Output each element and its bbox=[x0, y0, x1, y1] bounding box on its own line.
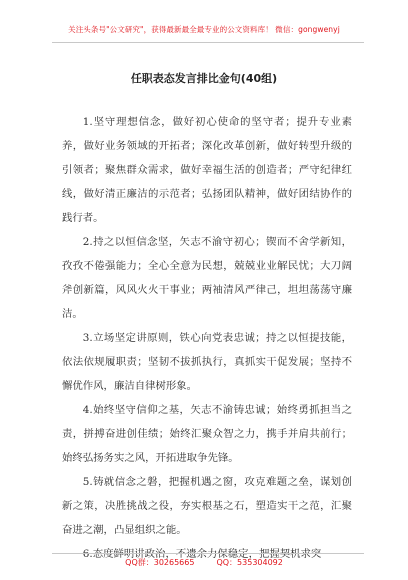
header-note: 关注头条号"公文研究"，获得最新最全最专业的公文资料库！ 微信：gongwenyj bbox=[68, 25, 340, 34]
paragraph-2: 2.持之以恒信念坚，矢志不渝守初心；锲而不舍学新知，孜孜不倦强能力；全心全意为民想，兢兢业业解民忧；大刀阔斧创新篇，风风火火干事业；两袖清风严律己，坦坦荡荡守廉洁。 bbox=[62, 236, 352, 320]
footer-divider bbox=[52, 553, 364, 554]
footer-qq-contact: QQ：535304092 bbox=[216, 558, 283, 567]
paragraph-5: 5.铸就信念之磐，把握机遇之窗，攻克难题之垒，谋划创新之策，决胜挑战之役，夯实根基之石，塑造实干之范，汇聚奋进之潮，凸显组织之能。 bbox=[62, 476, 352, 536]
footer bbox=[0, 557, 408, 568]
document-title: 任职表态发言排比金句(40组) bbox=[130, 72, 278, 85]
document-body bbox=[62, 110, 352, 566]
paragraph-6: 6.态度鲜明讲政治，不遗余力保稳定，把握契机求突 bbox=[82, 548, 322, 560]
paragraph-3: 3.立场坚定讲原则，铁心向党表忠诚；持之以恒提技能，依法依规履职责；坚韧不拔抓执行，真抓实干促发展；坚持不懈优作风，廉洁自律树形象。 bbox=[62, 332, 352, 392]
header-divider bbox=[52, 42, 364, 43]
paragraph-1: 1.坚守理想信念，做好初心使命的坚守者；提升专业素养，做好业务领域的开拓者；深化改革创新，做好转型升级的引领者；聚焦群众需求，做好幸福生活的创造者；严守纪律红线，做好清正廉洁的示范者；弘扬团队精神，做好团结协作的践行者。 bbox=[62, 116, 352, 224]
paragraph-4: 4.始终坚守信仰之基，矢志不渝铸忠诚；始终勇抓担当之责，拼搏奋进创佳绩；始终汇聚众智之力，携手并肩共前行；始终弘扬务实之风，开拓进取争先锋。 bbox=[62, 404, 352, 464]
footer-qq-group: QQ群：30265665 bbox=[125, 558, 195, 567]
